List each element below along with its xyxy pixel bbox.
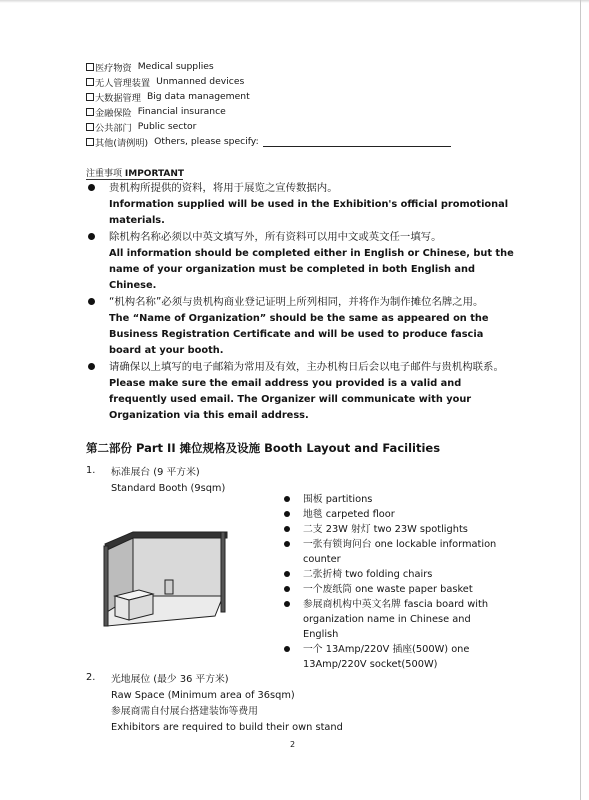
- checkbox-label-en: Unmanned devices: [156, 76, 245, 87]
- note-text-zh: “机构名称”必须与贵机构商业登记证明上所列相同，并将作为制作摊位名牌之用。: [109, 296, 484, 308]
- checkbox-label-en: Financial insurance: [137, 106, 226, 117]
- item-line: 标准展台 (9 平方米): [111, 467, 200, 478]
- facility-text: 一个废纸筒 one waste paper basket: [303, 584, 473, 595]
- facility-text: 二张折椅 two folding chairs: [303, 569, 433, 580]
- note-text-zh: 请确保以上填写的电子邮箱为常用及有效，主办机构日后会以电子邮件与贵机构联系。: [109, 361, 504, 373]
- important-heading: [86, 166, 184, 179]
- item-line: Raw Space (Minimum area of 36sqm): [111, 690, 295, 701]
- note-item: [86, 180, 516, 229]
- checkbox-icon[interactable]: [86, 93, 94, 101]
- facility-item: [282, 522, 502, 537]
- checkbox-icon[interactable]: [86, 108, 94, 116]
- bullet-icon: [284, 511, 290, 517]
- checkbox-icon[interactable]: [86, 78, 94, 86]
- facility-item: [282, 582, 502, 597]
- facility-text: 一张有锁询问台 one lockable information counter: [303, 539, 497, 565]
- important-heading-zh: 注重事项: [86, 169, 123, 179]
- checkbox-label-zh: 公共部门: [95, 122, 132, 134]
- standard-booth-facilities-list: [282, 492, 502, 672]
- bullet-icon: [88, 233, 95, 240]
- checkbox-icon[interactable]: [86, 138, 94, 146]
- standard-booth-illustration: [95, 520, 245, 630]
- important-notes-list: [86, 180, 516, 424]
- checkbox-label-zh: 其他(请例明): [95, 137, 149, 149]
- checkbox-label-en: Public sector: [137, 121, 197, 132]
- checkbox-label-zh: 无人管理装置: [95, 77, 151, 89]
- item-line: Standard Booth (9sqm): [111, 483, 226, 494]
- item-line: 参展商需自付展台搭建装饰等费用: [111, 706, 258, 717]
- note-text-zh: 贵机构所提供的资料，将用于展览之宣传数据内。: [109, 182, 338, 194]
- facility-item: [282, 597, 502, 642]
- bullet-icon: [284, 526, 290, 532]
- checkbox-row-finance[interactable]: [86, 104, 451, 119]
- item-body: [111, 672, 343, 736]
- checkbox-label-zh: 医疗物资: [95, 62, 132, 74]
- checkbox-label-en: Medical supplies: [137, 61, 214, 72]
- bullet-icon: [284, 646, 290, 652]
- note-text-en: Information supplied will be used in the Exhibition's official promotional materials.: [109, 199, 509, 226]
- checkbox-row-bigdata[interactable]: [86, 89, 451, 104]
- facility-text: 二支 23W 射灯 two 23W spotlights: [303, 524, 468, 535]
- checkbox-row-others[interactable]: [86, 134, 451, 149]
- bullet-icon: [88, 184, 95, 191]
- bullet-icon: [284, 496, 290, 502]
- scan-page-edge: [580, 0, 581, 800]
- bullet-icon: [284, 601, 290, 607]
- item-body: [111, 465, 225, 497]
- bullet-icon: [88, 298, 95, 305]
- facility-text: 参展商机构中英文名牌 fascia board with organization name in Chinese and English: [303, 599, 489, 640]
- note-text-zh: 除机构名称必须以中英文填写外，所有资料可以用中文或英文任一填写。: [109, 231, 442, 243]
- item-line: Exhibitors are required to build their own stand: [111, 722, 343, 733]
- checkbox-label-en: Others, please specify:: [154, 136, 259, 147]
- checkbox-row-medical[interactable]: [86, 59, 451, 74]
- facility-item: [282, 492, 502, 507]
- checkbox-label-en: Big data management: [146, 91, 250, 102]
- checkbox-icon[interactable]: [86, 63, 94, 71]
- checkbox-row-public[interactable]: [86, 119, 451, 134]
- others-specify-field[interactable]: [263, 137, 451, 147]
- note-text-en: The “Name of Organization” should be the same as appeared on the Business Registration Certificate and will be used to produce fascia board at your booth.: [109, 313, 489, 356]
- note-item: [86, 294, 516, 359]
- item-number: 1.: [86, 465, 96, 476]
- bullet-icon: [284, 541, 290, 547]
- item-number: 2.: [86, 672, 96, 683]
- note-item: [86, 229, 516, 294]
- bullet-icon: [284, 586, 290, 592]
- bullet-icon: [284, 571, 290, 577]
- important-heading-en: IMPORTANT: [124, 169, 185, 179]
- checkbox-icon[interactable]: [86, 123, 94, 131]
- note-item: [86, 359, 516, 424]
- bullet-icon: [88, 363, 95, 370]
- scan-top-shadow: [0, 0, 589, 3]
- checkbox-label-zh: 大数据管理: [95, 92, 141, 104]
- section-title-part-2: 第二部份 Part II 摊位规格及设施 Booth Layout and Facilities: [86, 441, 441, 455]
- note-text-en: All information should be completed either in English or Chinese, but the name of your organization must be completed in both English and Chinese.: [109, 248, 514, 291]
- checkbox-row-unmanned[interactable]: [86, 74, 451, 89]
- facility-text: 一个 13Amp/220V 插座(500W) one 13Amp/220V socket(500W): [303, 644, 470, 670]
- facility-item: [282, 507, 502, 522]
- facility-text: 地毯 carpeted floor: [303, 509, 395, 520]
- facility-item: [282, 642, 502, 672]
- category-checkbox-list: [86, 59, 451, 149]
- page-number: 2: [290, 740, 296, 749]
- note-text-en: Please make sure the email address you provided is a valid and frequently used email. The Organizer will communicate with your Organization via this email address.: [109, 378, 472, 421]
- facility-text: 围板 partitions: [303, 494, 373, 505]
- checkbox-label-zh: 金融保险: [95, 107, 132, 119]
- facility-item: [282, 537, 502, 567]
- item-line: 光地展位 (最少 36 平方米): [111, 674, 229, 685]
- facility-item: [282, 567, 502, 582]
